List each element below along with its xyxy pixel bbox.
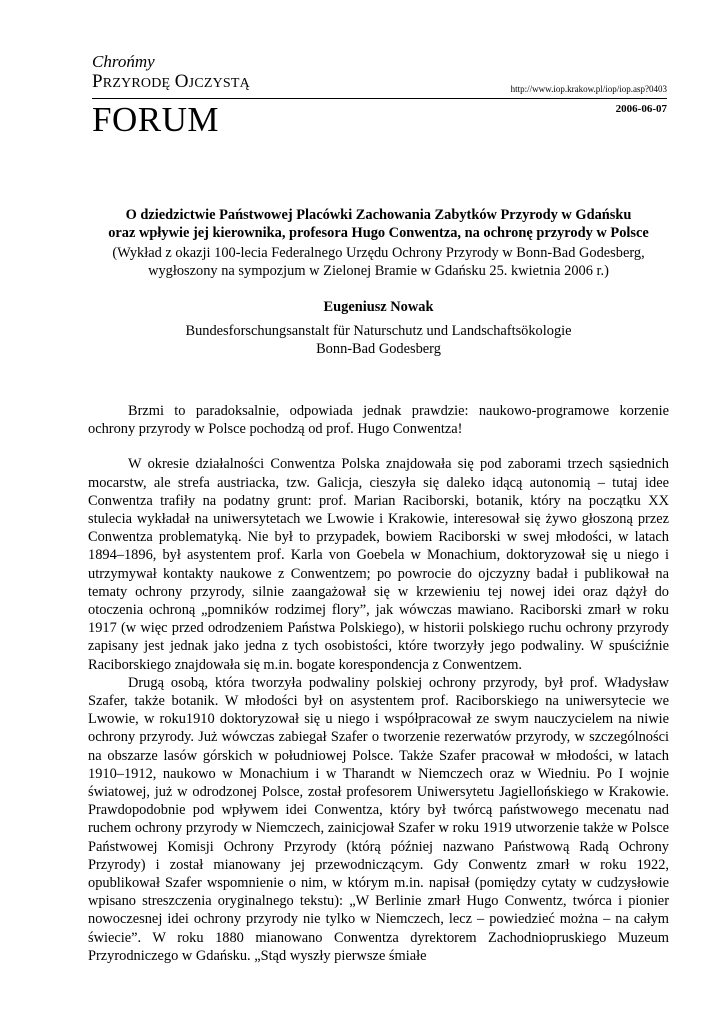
title-line-1: O dziedzictwie Państwowej Placówki Zachowania Zabytków Przyrody w Gdańsku <box>125 207 632 223</box>
section-title: FORUM <box>92 100 219 139</box>
title-line-2: oraz wpływie jej kierownika, profesora Hugo Conwentza, na ochronę przyrody w Polsce <box>108 225 649 241</box>
author-affiliation <box>88 322 669 358</box>
publisher-brand <box>92 52 250 94</box>
affiliation-line-1: Bundesforschungsanstalt für Naturschutz und Landschaftsökologie <box>185 323 572 339</box>
paragraph: Brzmi to paradoksalnie, odpowiada jednak prawdzie: naukowo-programowe korzenie ochrony przyrody w Polsce pochodzą od prof. Hugo Conwentza! <box>88 403 669 438</box>
article <box>88 206 669 965</box>
header-divider <box>92 98 667 99</box>
paragraph: Drugą osobą, która tworzyła podwaliny polskiej ochrony przyrody, był prof. Władysław Szafer, także botanik. W młodości był on asystentem prof. Raciborskiego na uniwersytecie we Lwowie, w roku1910 doktoryzował się u niego i współpracował ze swym nauczycielem na niwie ochrony przyrody. Już wówczas zabiegał Szafer o tworzenie rezerwatów przyrody, w szczególności na obszarze lasów górskich w południowej Polsce. Także Szafer pracował w młodości, w latach 1910–1912, naukowo w Monachium i w Tharandt w Niemczech oraz w Wiedniu. Po I wojnie światowej, już w odrodzonej Polsce, został profesorem Uniwersytetu Jagiellońskiego w Krakowie. Prawdopodobnie pod wpływem idei Conwentza, który był twórcą państwowego mecenatu nad ruchem ochrony przyrody w Niemczech, zainicjował Szafer w roku 1919 utworzenie także w Polsce Państwowej Komisji Ochrony Przyrody (którą później nazwano Państwową Radą Ochrony Przyrody) i został mianowany jej przewodniczącym. Gdy Conwentz zmarł w roku 1922, opublikował Szafer wspomnienie o nim, w którym m.in. napisał (pomiędzy cytaty w cudzysłowie wpisano streszczenia oryginalnego tekstu): „W Berlinie zmarł Hugo Conwentz, twórca i pionier nowoczesnej idei ochrony przyrody nie tylko w Niemczech, lecz – powiedzieć można – na całym świecie”. W roku 1880 mianowano Conwentza dyrektorem Zachodniopruskiego Muzeum Przyrodniczego w Gdańsku. „Stąd wyszły pierwsze śmiałe <box>88 674 669 964</box>
article-subtitle <box>88 244 669 280</box>
brand-line-1: Chrońmy <box>92 52 155 71</box>
subtitle-line-2: wygłoszony na sympozjum w Zielonej Bramie w Gdańsku 25. kwietnia 2006 r.) <box>148 263 609 279</box>
brand-cap-p: P <box>92 71 103 92</box>
brand-line-2 <box>92 72 250 94</box>
brand-cap-o: O <box>174 71 189 92</box>
paragraph: W okresie działalności Conwentza Polska znajdowała się pod zaborami trzech sąsiednich mocarstw, ale strefa austriacka, tzw. Galicja, cieszyła się daleko idącą autonomią – tutaj idee Conwentza trafiły na podatny grunt: prof. Marian Raciborski, botanik, który na początku XX stulecia wykładał na uniwersytetach we Lwowie i Krakowie, interesował się żywo głoszoną przez Conwentza problematyką. Nie był to przypadek, bowiem Raciborski w swej młodości, w latach 1894–1896, był asystentem prof. Karla von Goebela w Monachium, doktoryzował się u niego i utrzymywał kontakty naukowe z Conwentzem; po powrocie do ojczyzny badał i publikował na tematy ochrony przyrody, silnie zaangażował się w krzewieniu tej nowej idei oraz dążył do otoczenia ochroną „pomników rodzimej flory”, jak wówczas mawiano. Raciborski zmarł w roku 1917 (w więc przed odrodzeniem Państwa Polskiego), w historii polskiego ruchu ochrony przyrody zapisany jest jednak jako jedna z tych osobistości, które tworzyły jego podwaliny. W spuściźnie Raciborskiego znajdowała się m.in. bogate korespondencja z Conwentzem. <box>88 456 669 673</box>
affiliation-line-2: Bonn-Bad Godesberg <box>316 341 441 357</box>
article-title <box>88 206 669 242</box>
article-body <box>88 402 669 965</box>
brand-rest-1: RZYRODĘ <box>102 76 171 91</box>
author-name: Eugeniusz Nowak <box>323 299 434 315</box>
source-url: http://www.iop.krakow.pl/iop/iop.asp?0403 <box>510 84 667 94</box>
subtitle-line-1: (Wykład z okazji 100-lecia Federalnego Urzędu Ochrony Przyrody w Bonn-Bad Godesberg, <box>112 245 645 261</box>
brand-rest-2: JCZYSTĄ <box>188 76 250 91</box>
publication-date: 2006-06-07 <box>615 103 667 115</box>
